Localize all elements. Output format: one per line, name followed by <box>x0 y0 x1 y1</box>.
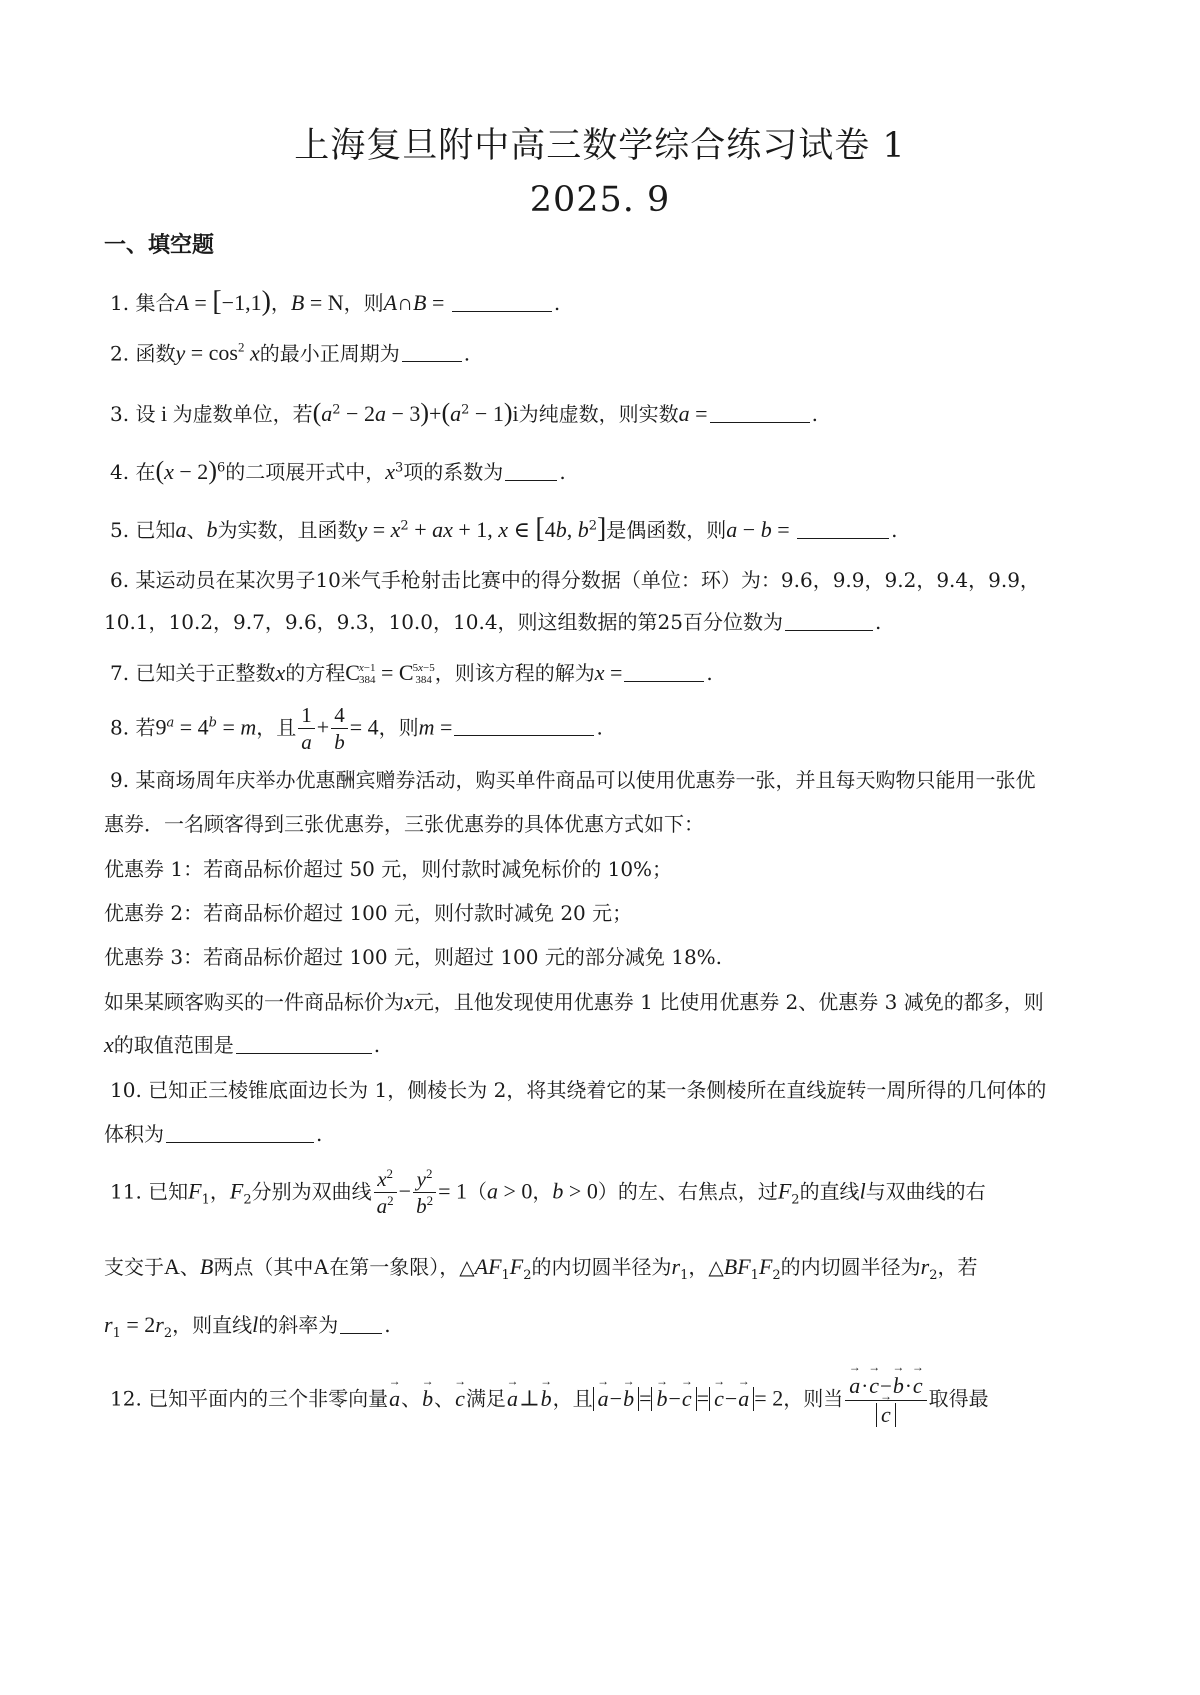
answer-blank-10[interactable] <box>166 1124 314 1143</box>
question-1: 1. 集合A = [−1,1)，B = N，则A∩B = . <box>110 286 561 317</box>
answer-blank-2[interactable] <box>402 343 462 362</box>
coupon-3-text: 优惠券 3：若商品标价超过 100 元，则超过 100 元的部分减免 18%. <box>104 945 723 969</box>
answer-blank-1[interactable] <box>452 293 552 312</box>
answer-blank-3[interactable] <box>710 404 810 423</box>
question-9-line-2: 惠券．一名顾客得到三张优惠券，三张优惠券的具体优惠方式如下： <box>104 812 704 836</box>
question-3: 3. 设 i 为虚数单位，若$(a^2 - 2a - 3)+(a^2 - 1)i$为纯虚数，则实数a = . <box>110 398 818 427</box>
answer-blank-8[interactable] <box>454 717 594 736</box>
question-9-line-7: x的取值范围是 . <box>104 1032 381 1057</box>
exam-date: 2025. 9 <box>529 180 671 220</box>
question-8: 8. 若$9^a = 4^b = m$，且 $\frac{1}{a}$ + $\frac{4}{b}$ = 4，则m = . <box>110 703 603 755</box>
answer-blank-5[interactable] <box>797 520 889 539</box>
exam-title: 上海复旦附中高三数学综合练习试卷 1 <box>294 126 906 166</box>
question-4: 4. 在$(x - 2)^6$的二项展开式中，$x^3$项的系数为 . <box>110 456 566 485</box>
question-11-line-3: $r_1 = 2r_2$，则直线l的斜率为 . <box>104 1312 391 1341</box>
answer-blank-9[interactable] <box>236 1035 372 1054</box>
question-6-line-2: 10.1，10.2，9.7，9.6，9.3，10.0，10.4，则这组数据的第25百分位数为 . <box>104 610 882 634</box>
question-10: 10. 已知正三棱锥底面边长为 1，侧棱长为 2，将其绕着它的某一条侧棱所在直线旋转一周所得的几何体的 <box>110 1078 1047 1102</box>
question-12: 12. 已知平面内的三个非零向量→ a、→ b、→ c满足→ a⊥→ b，且→ a−→ b =→ b−→ c =→ c−→ a = 2，则当 → a·→ c−→ b·→ c → c 取得最 <box>110 1372 989 1428</box>
answer-blank-4[interactable] <box>505 462 557 481</box>
question-2: 2. 函数$y = \cos^2 x$的最小正周期为 . <box>110 340 471 366</box>
question-10-line-2: 体积为 . <box>104 1122 323 1146</box>
section-heading: 一、填空题 <box>104 232 215 258</box>
answer-blank-7[interactable] <box>624 663 704 682</box>
answer-blank-11[interactable] <box>340 1315 382 1334</box>
question-9-line-6: 如果某顾客购买的一件商品标价为x元，且他发现使用优惠券 1 比使用优惠券 2、优惠券 3 减免的都多，则 <box>104 989 1044 1014</box>
coupon-2-text: 优惠券 2：若商品标价超过 100 元，则付款时减免 20 元； <box>104 901 633 925</box>
question-9: 9. 某商场周年庆举办优惠酬宾赠券活动，购买单件商品可以使用优惠券一张，并且每天购物只能用一张优 <box>110 768 1036 792</box>
answer-blank-6[interactable] <box>785 612 873 631</box>
question-7: 7. 已知关于正整数x的方程C x−1 384 = C 5x−5 384 ，则该方程的解为x = . <box>110 660 713 686</box>
question-11-line-2: 支交于A、B两点（其中A在第一象限），$\triangle AF_1F_2$的内切圆半径为$r_1$，$\triangle BF_1F_2$的内切圆半径为$r_2$，若 <box>104 1254 978 1283</box>
coupon-1-text: 优惠券 1：若商品标价超过 50 元，则付款时减免标价的 10%； <box>104 857 673 881</box>
question-6: 6. 某运动员在某次男子10米气手枪射击比赛中的得分数据（单位：环）为：9.6，9.9，9.2，9.4，9.9， <box>110 568 1040 592</box>
question-11: 11. 已知$F_1$，$F_2$分别为双曲线 $\frac{x^2}{a^2}$ − $\frac{y^2}{b^2}$ = 1（a > 0，b > 0）的左、右焦点，过$F_2$的直线l与双曲线的右 <box>110 1166 986 1219</box>
question-5: 5. 已知a、b为实数，且函数$y = x^2$ + ax + 1, x ∈ [4b, $b^2$]是偶函数，则a − b = . <box>110 513 898 544</box>
